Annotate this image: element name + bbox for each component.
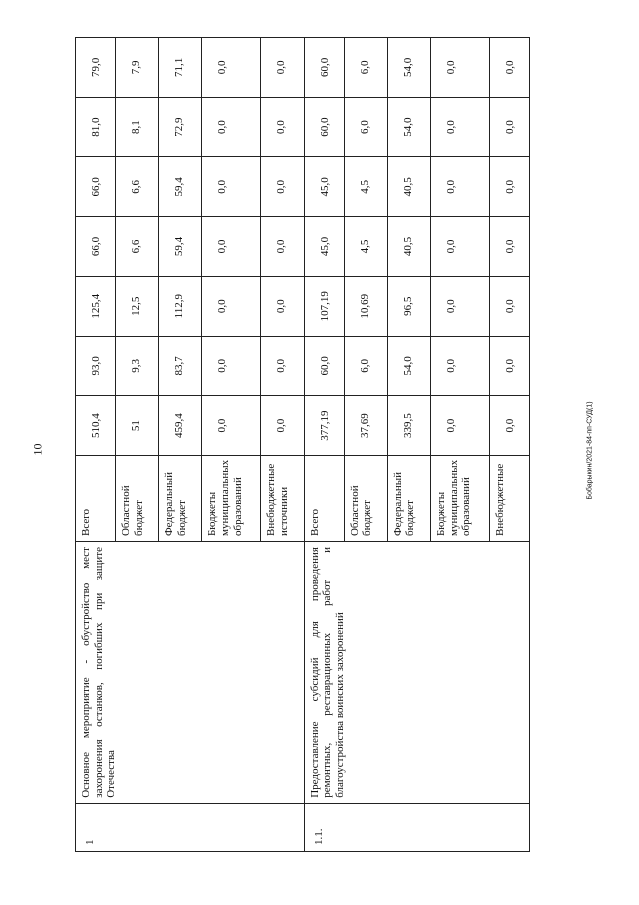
value-cell: 81,0	[76, 97, 116, 157]
value-cell: 71,1	[159, 38, 202, 98]
value-cell: 0,0	[430, 396, 489, 456]
value-cell: 0,0	[490, 38, 530, 98]
value-cell: 96,5	[387, 276, 430, 336]
value-cell: 459,4	[159, 396, 202, 456]
value-cell: 0,0	[202, 97, 261, 157]
document-code: Бобарыкин/2021-84-пп-СУД(1)	[586, 401, 594, 500]
source-cell: Бюджеты муниципальных образований	[202, 455, 261, 541]
value-cell: 60,0	[304, 336, 344, 396]
value-cell: 0,0	[430, 38, 489, 98]
value-cell: 0,0	[490, 157, 530, 217]
value-cell: 0,0	[261, 157, 304, 217]
value-cell: 93,0	[76, 336, 116, 396]
value-cell: 6,0	[344, 38, 387, 98]
value-cell: 37,69	[344, 396, 387, 456]
value-cell: 59,4	[159, 217, 202, 277]
value-cell: 60,0	[304, 38, 344, 98]
value-cell: 0,0	[202, 157, 261, 217]
source-cell: Федеральный бюджет	[159, 455, 202, 541]
value-cell: 45,0	[304, 217, 344, 277]
page-number: 10	[30, 443, 45, 456]
value-cell: 6,0	[344, 336, 387, 396]
value-cell: 510,4	[76, 396, 116, 456]
value-cell: 4,5	[344, 157, 387, 217]
value-cell: 0,0	[202, 396, 261, 456]
value-cell: 6,0	[344, 97, 387, 157]
source-cell: Внебюджетные	[490, 455, 530, 541]
value-cell: 8,1	[115, 97, 158, 157]
value-cell: 66,0	[76, 157, 116, 217]
table-area	[75, 37, 530, 852]
value-cell: 112,9	[159, 276, 202, 336]
value-cell: 0,0	[261, 97, 304, 157]
value-cell: 0,0	[430, 276, 489, 336]
table-row	[304, 38, 344, 852]
value-cell: 0,0	[261, 38, 304, 98]
value-cell: 54,0	[387, 336, 430, 396]
value-cell: 12,5	[115, 276, 158, 336]
value-cell: 0,0	[261, 396, 304, 456]
value-cell: 0,0	[261, 276, 304, 336]
funding-table	[75, 37, 530, 852]
value-cell: 0,0	[490, 276, 530, 336]
value-cell: 66,0	[76, 217, 116, 277]
value-cell: 7,9	[115, 38, 158, 98]
source-cell: Федеральный бюджет	[387, 455, 430, 541]
value-cell: 0,0	[490, 97, 530, 157]
activity-cell: Основное мероприятие - обустройство мест захоронения останков, погибших при защите Отечества	[76, 542, 305, 804]
value-cell: 0,0	[430, 336, 489, 396]
value-cell: 10,69	[344, 276, 387, 336]
value-cell: 0,0	[202, 38, 261, 98]
value-cell: 339,5	[387, 396, 430, 456]
value-cell: 125,4	[76, 276, 116, 336]
value-cell: 0,0	[202, 276, 261, 336]
source-cell: Всего	[304, 455, 344, 541]
source-cell: Бюджеты муниципальных образований	[430, 455, 489, 541]
table-row	[76, 38, 116, 852]
value-cell: 0,0	[430, 97, 489, 157]
value-cell: 0,0	[261, 217, 304, 277]
value-cell: 45,0	[304, 157, 344, 217]
row-index-cell: 1	[76, 803, 305, 851]
value-cell: 6,6	[115, 217, 158, 277]
value-cell: 0,0	[261, 336, 304, 396]
value-cell: 51	[115, 396, 158, 456]
value-cell: 6,6	[115, 157, 158, 217]
value-cell: 0,0	[490, 217, 530, 277]
value-cell: 0,0	[202, 336, 261, 396]
value-cell: 0,0	[430, 217, 489, 277]
row-index-cell: 1.1.	[304, 803, 529, 851]
value-cell: 107,19	[304, 276, 344, 336]
value-cell: 0,0	[430, 157, 489, 217]
source-cell: Областной бюджет	[115, 455, 158, 541]
value-cell: 54,0	[387, 38, 430, 98]
value-cell: 83,7	[159, 336, 202, 396]
value-cell: 79,0	[76, 38, 116, 98]
value-cell: 40,5	[387, 157, 430, 217]
source-cell: Всего	[76, 455, 116, 541]
value-cell: 9,3	[115, 336, 158, 396]
source-cell: Областной бюджет	[344, 455, 387, 541]
source-cell: Внебюджетные источники	[261, 455, 304, 541]
value-cell: 377,19	[304, 396, 344, 456]
value-cell: 60,0	[304, 97, 344, 157]
value-cell: 0,0	[202, 217, 261, 277]
value-cell: 0,0	[490, 336, 530, 396]
value-cell: 54,0	[387, 97, 430, 157]
value-cell: 0,0	[490, 396, 530, 456]
value-cell: 59,4	[159, 157, 202, 217]
value-cell: 72,9	[159, 97, 202, 157]
activity-cell: Предоставление субсидий для проведения ремонтных, реставрационных работ и благоустройства воинских захоронений	[304, 542, 529, 804]
value-cell: 40,5	[387, 217, 430, 277]
value-cell: 4,5	[344, 217, 387, 277]
